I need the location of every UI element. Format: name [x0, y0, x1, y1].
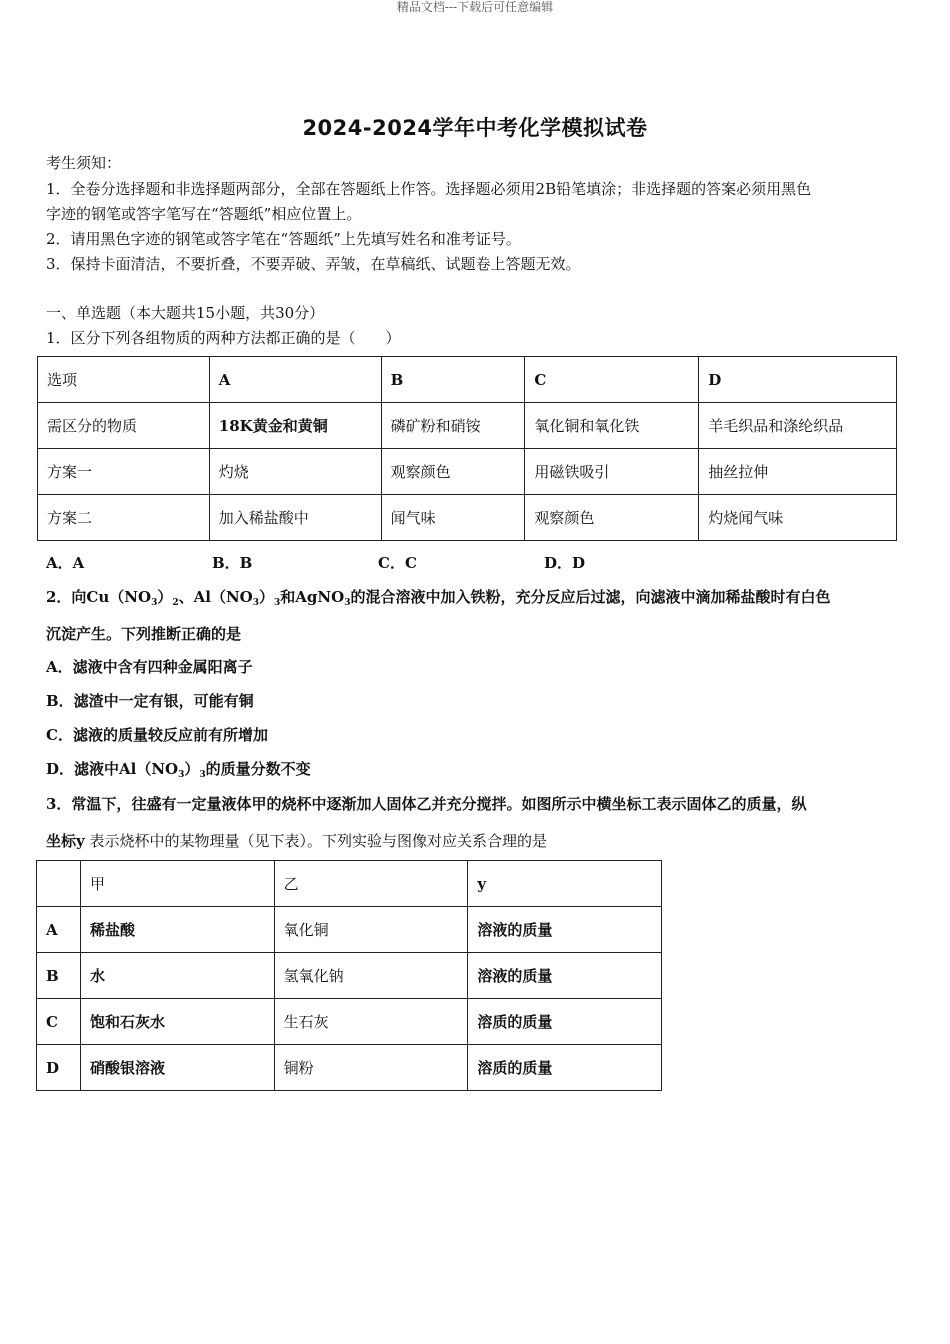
- table-cell: A: [209, 357, 381, 403]
- subscript: 3: [178, 770, 185, 780]
- table-cell: A: [37, 907, 81, 953]
- table-cell: 溶液的质量: [468, 907, 662, 953]
- table-cell: 羊毛织品和涤纶织品: [699, 403, 897, 449]
- q1-option-d[interactable]: D．D: [544, 554, 586, 572]
- table-cell: 观察颜色: [525, 495, 699, 541]
- table-cell: C: [37, 999, 81, 1045]
- q2-text: ）: [259, 588, 275, 606]
- q2-text: 2．向Cu（NO: [46, 588, 152, 606]
- q3-stem-line2: [46, 830, 547, 851]
- q2-stem-line2: 沉淀产生。下列推断正确的是: [46, 625, 242, 643]
- table-row: [37, 861, 662, 907]
- table-row: [38, 403, 897, 449]
- notice-item-3: 3．保持卡面清洁，不要折叠，不要弄破、弄皱，在草稿纸、试题卷上答题无效。: [46, 255, 581, 273]
- table-cell: B: [37, 953, 81, 999]
- q2-stem-line1: [46, 586, 830, 608]
- table-row: [37, 999, 662, 1045]
- table-cell: 水: [80, 953, 274, 999]
- q2-option-b[interactable]: B．滤渣中一定有银，可能有铜: [46, 692, 254, 710]
- table-cell: 溶质的质量: [468, 999, 662, 1045]
- table-cell: 观察颜色: [381, 449, 525, 495]
- q2-option-d-text: 的质量分数不变: [205, 760, 311, 778]
- table-cell: 乙: [274, 861, 468, 907]
- table-cell: 灼烧: [209, 449, 381, 495]
- notice-item-1a: 1．全卷分选择题和非选择题两部分，全部在答题纸上作答。选择题必须用2B铅笔填涂；非选择题的答案必须用黑色: [46, 180, 812, 198]
- q3-table: [36, 860, 662, 1091]
- table-cell: 用磁铁吸引: [525, 449, 699, 495]
- table-cell: 需区分的物质: [38, 403, 210, 449]
- subscript: 2: [172, 598, 179, 608]
- table-row: [38, 357, 897, 403]
- table-cell: 氧化铜: [274, 907, 468, 953]
- table-cell: C: [525, 357, 699, 403]
- q2-text: ）: [157, 588, 173, 606]
- q1-options: [46, 552, 585, 573]
- subscript: 3: [199, 770, 206, 780]
- q2-option-d[interactable]: [46, 758, 311, 780]
- table-cell: 饱和石灰水: [80, 999, 274, 1045]
- q2-text: 和AgNO: [280, 588, 345, 606]
- table-cell: 方案一: [38, 449, 210, 495]
- table-row: [38, 449, 897, 495]
- table-cell: y: [468, 861, 662, 907]
- table-cell: 甲: [80, 861, 274, 907]
- notice-item-2: 2．请用黑色字迹的钢笔或答字笔在“答题纸”上先填写姓名和准考证号。: [46, 230, 521, 248]
- q1-table: [37, 356, 897, 541]
- table-cell: 氧化铜和氧化铁: [525, 403, 699, 449]
- table-cell: [37, 861, 81, 907]
- q3-stem-line1: 3．常温下，往盛有一定量液体甲的烧杯中逐渐加人固体乙并充分搅拌。如图所示中横坐标工表示固体乙的质量，纵: [46, 795, 807, 813]
- watermark: 精品文档---下载后可任意编辑: [396, 0, 554, 14]
- q2-option-a[interactable]: A．滤液中含有四种金属阳离子: [46, 658, 253, 676]
- table-row: [37, 953, 662, 999]
- subscript: 3: [274, 598, 281, 608]
- page-title: 2024-2024学年中考化学模拟试卷: [302, 116, 648, 140]
- q1-option-b[interactable]: B．B: [212, 554, 253, 572]
- q3-text-bold: 坐标y: [46, 832, 85, 850]
- table-row: [37, 907, 662, 953]
- table-cell: 溶液的质量: [468, 953, 662, 999]
- table-cell: 溶质的质量: [468, 1045, 662, 1091]
- table-cell: 磷矿粉和硝铵: [381, 403, 525, 449]
- q2-text: 、Al（NO: [178, 588, 253, 606]
- q2-option-d-text: D．滤液中Al（NO: [46, 760, 179, 778]
- table-cell: 抽丝拉伸: [699, 449, 897, 495]
- table-cell: 生石灰: [274, 999, 468, 1045]
- q1-stem: 1．区分下列各组物质的两种方法都正确的是（ ）: [46, 329, 401, 347]
- table-cell: 闻气味: [381, 495, 525, 541]
- notice-item-1b: 字迹的钢笔或答字笔写在“答题纸”相应位置上。: [46, 205, 362, 223]
- subscript: 3: [252, 598, 259, 608]
- table-cell: 18K黄金和黄铜: [209, 403, 381, 449]
- table-cell: D: [37, 1045, 81, 1091]
- table-cell: 铜粉: [274, 1045, 468, 1091]
- table-cell: 选项: [38, 357, 210, 403]
- table-row: [37, 1045, 662, 1091]
- q2-option-d-text: ）: [184, 760, 200, 778]
- subscript: 3: [344, 598, 351, 608]
- q1-option-a[interactable]: A．A: [46, 554, 85, 572]
- subscript: 3: [151, 598, 158, 608]
- q2-option-c[interactable]: C．滤液的质量较反应前有所增加: [46, 726, 268, 744]
- q1-option-c[interactable]: C．C: [378, 554, 417, 572]
- table-cell: 稀盐酸: [80, 907, 274, 953]
- q2-text: 的混合溶液中加入铁粉，充分反应后过滤，向滤液中滴加稀盐酸时有白色: [350, 588, 831, 606]
- table-cell: 氢氧化钠: [274, 953, 468, 999]
- table-cell: 灼烧闻气味: [699, 495, 897, 541]
- table-cell: D: [699, 357, 897, 403]
- table-cell: 硝酸银溶液: [80, 1045, 274, 1091]
- section-heading: 一、单选题（本大题共15小题，共30分）: [46, 304, 325, 322]
- table-cell: 加入稀盐酸中: [209, 495, 381, 541]
- table-cell: B: [381, 357, 525, 403]
- q3-text: 表示烧杯中的某物理量（见下表）。下列实验与图像对应关系合理的是: [89, 832, 548, 850]
- table-row: [38, 495, 897, 541]
- notice-heading: 考生须知：: [46, 154, 122, 172]
- table-cell: 方案二: [38, 495, 210, 541]
